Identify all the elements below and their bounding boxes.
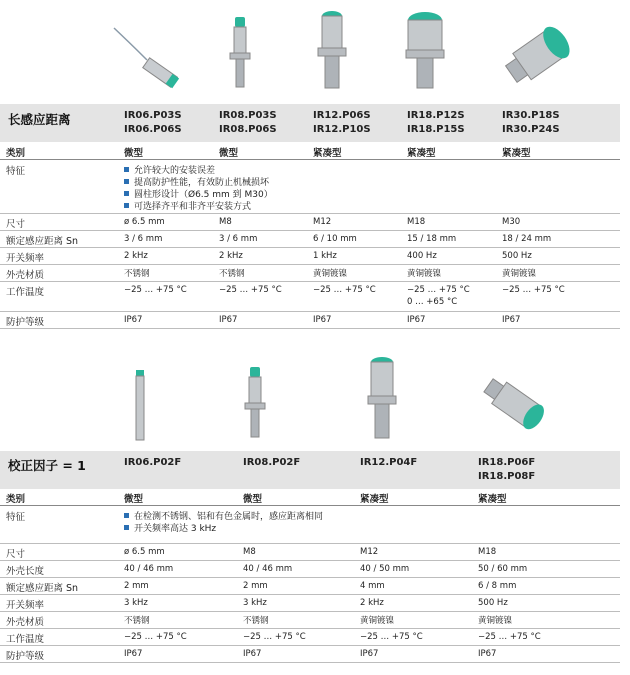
temp-extra-value: 0 … +65 °C <box>407 297 458 307</box>
divider <box>0 543 620 544</box>
temp-value: −25 … +75 °C <box>243 632 306 642</box>
size-value: M8 <box>243 547 256 557</box>
row-label-material: 外壳材质 <box>6 617 45 628</box>
model-ir12f-col: IR12.P04F <box>360 457 418 468</box>
divider <box>0 628 620 629</box>
model-ir30-col: IR30.P18S IR30.P24S <box>502 110 560 135</box>
divider <box>0 645 620 646</box>
size-value: M8 <box>219 217 232 227</box>
freq-value: 3 kHz <box>124 598 148 608</box>
length-value: 50 / 60 mm <box>478 564 528 574</box>
row-label-protect: 防护等级 <box>6 651 45 662</box>
row-label-sensing: 额定感应距离 Sn <box>6 236 79 247</box>
protect-value: IP67 <box>243 649 262 659</box>
sensor-image-ir12f <box>362 354 402 446</box>
type-value: 紧凑型 <box>313 148 342 159</box>
material-value: 不锈钢 <box>124 616 150 626</box>
row-label-type: 类别 <box>6 148 26 159</box>
feature-item: 在检测不锈钢、铝和有色金属时，感应距离相同 <box>124 509 323 522</box>
type-value: 微型 <box>243 494 263 505</box>
divider <box>0 662 620 663</box>
sensor-image-ir18 <box>400 6 450 96</box>
divider <box>0 328 620 329</box>
freq-value: 3 kHz <box>243 598 267 608</box>
material-value: 黄铜镀镍 <box>313 269 348 279</box>
row-label-protect: 防护等级 <box>6 317 45 328</box>
temp-value: −25 … +75 °C <box>124 285 187 295</box>
sensing-value: 2 mm <box>243 581 268 591</box>
material-value: 黄铜镀镍 <box>407 269 442 279</box>
material-value: 黄铜镀镍 <box>360 616 395 626</box>
sensing-value: 3 / 6 mm <box>124 234 163 244</box>
sensing-value: 4 mm <box>360 581 385 591</box>
size-value: M12 <box>360 547 379 557</box>
freq-value: 400 Hz <box>407 251 437 261</box>
freq-value: 2 kHz <box>219 251 243 261</box>
temp-value: −25 … +75 °C <box>313 285 376 295</box>
row-label-features: 特征 <box>6 166 26 177</box>
protect-value: IP67 <box>407 315 426 325</box>
material-value: 黄铜镀镍 <box>478 616 513 626</box>
divider <box>0 230 620 231</box>
protect-value: IP67 <box>360 649 379 659</box>
size-value: ø 6.5 mm <box>124 547 165 557</box>
protect-value: IP67 <box>124 649 143 659</box>
divider <box>0 247 620 248</box>
row-label-size: 尺寸 <box>6 549 26 560</box>
divider <box>0 311 620 312</box>
feature-item: 开关频率高达 3 kHz <box>124 521 216 534</box>
divider <box>0 159 620 160</box>
divider <box>0 264 620 265</box>
model-ir18f-col: IR18.P06F IR18.P08F <box>478 457 536 482</box>
size-value: M18 <box>407 217 426 227</box>
material-value: 不锈钢 <box>243 616 269 626</box>
length-value: 40 / 46 mm <box>243 564 293 574</box>
temp-value: −25 … +75 °C <box>478 632 541 642</box>
row-label-freq: 开关频率 <box>6 253 45 264</box>
model-ir18-col: IR18.P12S IR18.P15S <box>407 110 465 135</box>
protect-value: IP67 <box>478 649 497 659</box>
temp-value: −25 … +75 °C <box>360 632 423 642</box>
divider <box>0 577 620 578</box>
divider <box>0 213 620 214</box>
model-ir06-col: IR06.P03S IR06.P06S <box>124 110 182 135</box>
feature-item: 允许较大的安装误差 <box>124 163 215 176</box>
protect-value: IP67 <box>124 315 143 325</box>
sensor-image-ir30 <box>500 14 580 94</box>
row-label-temp: 工作温度 <box>6 634 45 645</box>
model-ir06f-col: IR06.P02F <box>124 457 182 468</box>
sensor-image-ir08 <box>225 15 255 95</box>
temp-value: −25 … +75 °C <box>219 285 282 295</box>
sensing-value: 18 / 24 mm <box>502 234 552 244</box>
row-label-freq: 开关频率 <box>6 600 45 611</box>
freq-value: 2 kHz <box>360 598 384 608</box>
protect-value: IP67 <box>313 315 332 325</box>
sensing-value: 15 / 18 mm <box>407 234 457 244</box>
feature-item: 提高防护性能，有效防止机械损坏 <box>124 175 269 188</box>
protect-value: IP67 <box>219 315 238 325</box>
size-value: M18 <box>478 547 497 557</box>
sensing-value: 3 / 6 mm <box>219 234 258 244</box>
divider <box>0 281 620 282</box>
freq-value: 500 Hz <box>478 598 508 608</box>
sensor-image-ir12 <box>312 8 352 96</box>
sensing-value: 6 / 8 mm <box>478 581 517 591</box>
temp-value: −25 … +75 °C <box>407 285 470 295</box>
length-value: 40 / 46 mm <box>124 564 174 574</box>
freq-value: 500 Hz <box>502 251 532 261</box>
type-value: 微型 <box>124 148 144 159</box>
divider <box>0 505 620 506</box>
freq-value: 1 kHz <box>313 251 337 261</box>
type-value: 微型 <box>124 494 144 505</box>
temp-value: −25 … +75 °C <box>124 632 187 642</box>
temp-value: −25 … +75 °C <box>502 285 565 295</box>
divider <box>0 611 620 612</box>
feature-item: 圆柱形设计（Ø6.5 mm 到 M30） <box>124 187 273 200</box>
model-ir12-col: IR12.P06S IR12.P10S <box>313 110 371 135</box>
row-label-sensing: 额定感应距离 Sn <box>6 583 79 594</box>
type-value: 紧凑型 <box>407 148 436 159</box>
row-label-length: 外壳长度 <box>6 566 45 577</box>
freq-value: 2 kHz <box>124 251 148 261</box>
sensor-image-ir08f <box>240 365 270 445</box>
type-value: 紧凑型 <box>360 494 389 505</box>
length-value: 40 / 50 mm <box>360 564 410 574</box>
sensor-image-ir18f <box>478 366 558 446</box>
material-value: 黄铜镀镍 <box>502 269 537 279</box>
sensing-value: 6 / 10 mm <box>313 234 357 244</box>
size-value: ø 6.5 mm <box>124 217 165 227</box>
model-ir08f-col: IR08.P02F <box>243 457 301 468</box>
divider <box>0 594 620 595</box>
sensor-image-ir06 <box>112 20 192 90</box>
row-label-material: 外壳材质 <box>6 270 45 281</box>
row-label-size: 尺寸 <box>6 219 26 230</box>
material-value: 不锈钢 <box>124 269 150 279</box>
divider <box>0 560 620 561</box>
feature-item: 可选择齐平和非齐平安装方式 <box>124 199 251 212</box>
type-value: 紧凑型 <box>502 148 531 159</box>
section1-title: 长感应距离 <box>8 112 71 127</box>
row-label-features: 特征 <box>6 512 26 523</box>
type-value: 紧凑型 <box>478 494 507 505</box>
type-value: 微型 <box>219 148 239 159</box>
size-value: M30 <box>502 217 521 227</box>
row-label-temp: 工作温度 <box>6 287 45 298</box>
model-ir08-col: IR08.P03S IR08.P06S <box>219 110 277 135</box>
sensing-value: 2 mm <box>124 581 149 591</box>
size-value: M12 <box>313 217 332 227</box>
protect-value: IP67 <box>502 315 521 325</box>
sensor-image-ir06f <box>130 368 150 444</box>
section2-title: 校正因子 = 1 <box>8 458 86 473</box>
row-label-type: 类别 <box>6 494 26 505</box>
material-value: 不锈钢 <box>219 269 245 279</box>
